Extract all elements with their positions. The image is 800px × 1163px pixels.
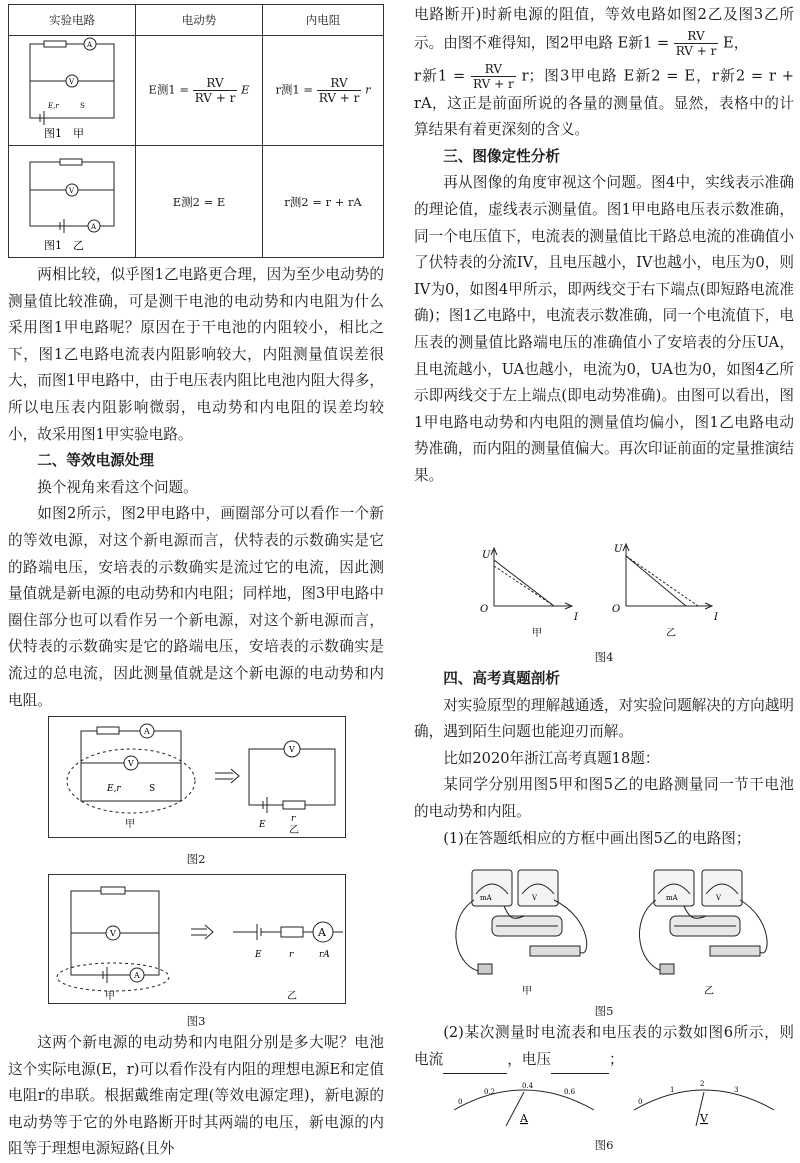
svg-text:rA: rA xyxy=(319,950,330,960)
svg-text:V: V xyxy=(69,78,75,86)
svg-text:0: 0 xyxy=(638,1098,643,1106)
figure-2-diagram xyxy=(49,717,345,837)
text-run: (2)某次测量时电流表和电压表的示数如图6所示，则电流 xyxy=(414,1024,794,1068)
paragraph: 对实验原型的理解越通透，对实验问题解决的方向越明确，遇到陌生问题也能迎刃而解。 xyxy=(414,696,794,741)
svg-text:S: S xyxy=(80,102,85,110)
svg-text:U: U xyxy=(614,544,623,555)
section-heading: 三、图像定性分析 xyxy=(443,147,560,165)
text-run: 电路断开)时新电源的阻值，等效电路如图2乙及图3乙所示。由图不难得知，图2甲电路 xyxy=(414,6,794,52)
r-formula-1 xyxy=(263,36,384,146)
fraction xyxy=(193,76,238,105)
formula-tail: E xyxy=(241,82,250,97)
paragraph: 两相比较，似乎图1乙电路更合理，因为至少电动势的测量值比较准确，可是测干电池的电动势和内电阻为什么采用图1甲电路呢？原因在于干电池的内阻较小，相比之下，图1乙电路电流表内阻影响较大，内阻测量值误差很大，而图1甲电路中，由于电压表内阻比电池内阻大得多，所以电压表内阻影响微弱，电动势和内电阻的误差均较小，故采用图1甲实验电路。 xyxy=(8,266,384,443)
fraction-denominator: RV + r xyxy=(194,91,236,105)
emf-formula-2: E测2 = E xyxy=(136,146,263,258)
svg-text:A: A xyxy=(87,41,93,49)
section-heading: 二、等效电源处理 xyxy=(37,452,154,470)
meter-label-voltmeter: V xyxy=(700,1112,708,1125)
svg-text:A: A xyxy=(318,926,326,939)
svg-text:A: A xyxy=(144,727,150,736)
svg-text:E: E xyxy=(259,820,266,830)
svg-text:V: V xyxy=(69,187,75,195)
formula-lhs: r新1 = xyxy=(414,67,466,85)
formula-tail: E， xyxy=(723,34,749,52)
formula-lhs: r测1 = xyxy=(275,82,314,97)
formula-tail: r xyxy=(365,82,371,97)
circuit-diagram-1-jia xyxy=(10,36,134,142)
figure-4 xyxy=(414,536,794,646)
figure-sub-label: 甲 xyxy=(105,991,115,1002)
fraction-numerator: RV xyxy=(193,76,238,91)
paragraph: 如图2所示，图2甲电路中，画圈部分可以看作一个新的等效电源，对这个新电源而言，伏特表的示数确实是它的路端电压，安培表的示数确实是流过它的电流，因此测量值就是新电源的电动势和内电阻；同样地，图3甲电路中圈住部分也可以看作另一个新电源，对这个新电源而言，伏特表的示数确实是它的路端电压，安培表的示数确实是流过的总电流，因此测量值就是这个新电源的电动势和内电阻。 xyxy=(8,505,384,709)
svg-text:O: O xyxy=(612,604,621,615)
figure-sub-label: 乙 xyxy=(666,628,676,639)
comparison-table xyxy=(8,4,384,258)
text-run: r；图3甲电路 xyxy=(521,67,618,85)
paragraph: 比如2020年浙江高考真题18题： xyxy=(443,749,660,767)
svg-text:S: S xyxy=(149,784,156,794)
svg-text:V: V xyxy=(716,894,722,902)
svg-text:V: V xyxy=(532,894,538,902)
figure-sub-label: 乙 xyxy=(289,825,299,836)
text-run: ，电压 xyxy=(507,1050,551,1068)
paragraph: 某同学分别用图5甲和图5乙的电路测量同一节干电池的电动势和内阻。 xyxy=(414,776,794,820)
paragraph: 换个视角来看这个问题。 xyxy=(37,478,198,496)
svg-text:r: r xyxy=(289,950,294,960)
svg-text:I: I xyxy=(714,612,718,623)
section-heading: 四、高考真题剖析 xyxy=(443,670,560,687)
figure-sub-label: 乙 xyxy=(287,991,297,1002)
emf-formula-1 xyxy=(136,36,263,146)
svg-text:mA: mA xyxy=(480,894,492,902)
svg-text:A: A xyxy=(134,971,140,980)
r-formula-2: r测2 = r + rA xyxy=(263,146,384,258)
fraction-numerator: RV xyxy=(471,62,516,77)
svg-text:E,r: E,r xyxy=(107,784,121,794)
figure-caption: 图3 xyxy=(186,1014,206,1028)
svg-text:E: E xyxy=(255,950,262,960)
figure-2 xyxy=(48,716,346,838)
text-run: ； xyxy=(609,1050,624,1068)
fraction xyxy=(471,62,516,91)
svg-text:V: V xyxy=(110,929,116,938)
table-header: 内电阻 xyxy=(263,5,384,36)
fraction xyxy=(674,29,719,58)
svg-text:1: 1 xyxy=(670,1086,675,1094)
figure-caption: 图1 乙 xyxy=(44,239,84,252)
fraction-denominator: RV + r xyxy=(318,91,360,105)
svg-text:V: V xyxy=(128,759,134,768)
table-header: 电动势 xyxy=(136,5,263,36)
figure-caption: 图2 xyxy=(186,852,206,866)
circuit-diagram-1-yi xyxy=(10,146,134,254)
paragraph xyxy=(414,1020,794,1074)
circuit-cell xyxy=(9,36,136,146)
paragraph xyxy=(414,2,794,58)
paragraph: 再从图像的角度审视这个问题。图4中，实线表示准确的理论值，虚线表示测量值。图1甲电路电压表示数准确，同一个电压值下，电流表的测量值比干路总电流的准确值小了伏特表的分流IV，且电压越小，IV也越小，电压为0，则IV为0，如图4甲所示，即两线交于右下端点(即短路电流准确)；图1乙电路中，电流表示数准确，同一个电流值下，电压表的测量值比路端电压的准确值小了安培表的分压UA，且电流越小，UA也越小，电流为0，UA也为0，如图4乙所示即两线交于左上端点(即电动势准确)。由图可以看出，图1甲电路电动势和内电阻的测量值均偏小，图1乙电路电动势准确，而内阻的测量值偏大。再次印证前面的定量推演结果。 xyxy=(414,174,794,484)
figure-caption: 图5 xyxy=(594,1004,614,1018)
svg-text:r: r xyxy=(291,814,296,824)
paragraph: (1)在答题纸相应的方框中画出图5乙的电路图； xyxy=(443,829,751,847)
fraction-denominator: RV + r xyxy=(675,43,717,58)
figure-caption: 图6 xyxy=(594,1138,614,1152)
figure-3-diagram xyxy=(49,875,345,1003)
fraction-numerator: RV xyxy=(317,76,362,91)
svg-text:0: 0 xyxy=(458,1098,463,1106)
figure-sub-label: 甲 xyxy=(532,628,542,639)
svg-text:I: I xyxy=(574,612,578,623)
svg-text:0.4: 0.4 xyxy=(522,1082,534,1090)
meter-label-ammeter: A xyxy=(520,1112,528,1125)
paragraph: 这两个新电源的电动势和内电阻分别是多大呢？电池这个实际电源(E，r)可以看作没有内阻的理想电源E和定值电阻r的串联。根据戴维南定理(等效电源定理)，新电源的电动势等于它的外电路断开时其两端的电压，新电源的内阻等于理想电源短路(且外 xyxy=(8,1034,384,1158)
svg-text:mA: mA xyxy=(666,894,678,902)
figure-3 xyxy=(48,874,346,1004)
svg-text:V: V xyxy=(289,745,295,754)
paragraph xyxy=(414,62,794,144)
fraction xyxy=(317,76,362,105)
formula-lhs: E新1 = xyxy=(617,34,670,52)
figure-6 xyxy=(414,1070,794,1140)
figure-sub-label: 甲 xyxy=(125,819,135,830)
fraction-denominator: RV + r xyxy=(473,76,514,91)
svg-text:E,r: E,r xyxy=(48,102,59,110)
svg-text:0.6: 0.6 xyxy=(564,1088,576,1096)
svg-text:A: A xyxy=(91,223,97,231)
circuit-cell xyxy=(9,146,136,258)
figure-caption: 图4 xyxy=(594,650,614,664)
svg-text:O: O xyxy=(480,604,489,615)
svg-text:3: 3 xyxy=(734,1086,739,1094)
fraction-numerator: RV xyxy=(674,29,719,44)
text-run: E新2 = E，r新2 = r + rA，这正是前面所说的各量的测量值。显然，表格中的计算结果有着更深刻的含义。 xyxy=(414,67,794,139)
svg-text:2: 2 xyxy=(700,1080,705,1088)
figure-sub-label: 乙 xyxy=(704,986,714,997)
svg-text:U: U xyxy=(482,550,491,561)
figure-caption: 图1 甲 xyxy=(44,127,84,140)
table-header: 实验电路 xyxy=(9,5,136,36)
formula-lhs: E测1 = xyxy=(148,82,190,97)
figure-sub-label: 甲 xyxy=(522,986,532,997)
figure-5 xyxy=(414,860,794,1000)
svg-text:0.2: 0.2 xyxy=(484,1088,496,1096)
